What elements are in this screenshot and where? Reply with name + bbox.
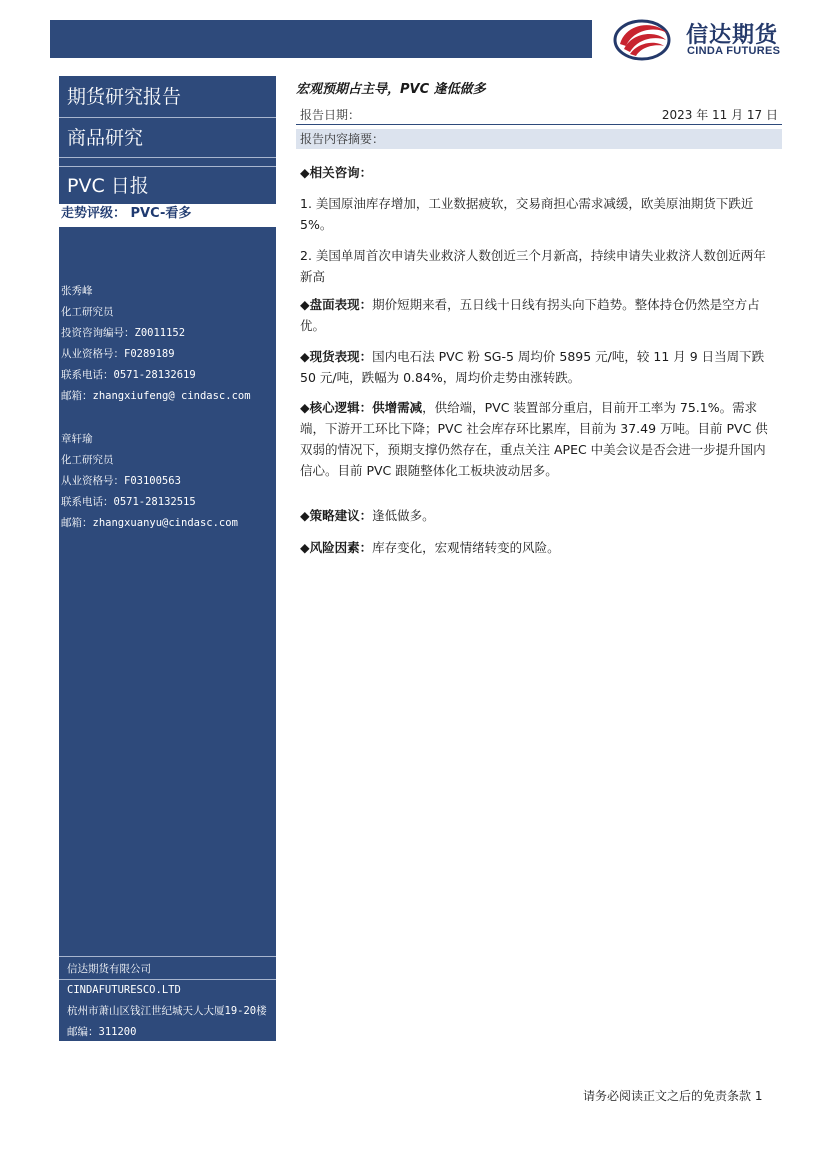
- analyst-title: 化工研究员: [61, 306, 114, 318]
- abstract-label: 报告内容摘要：: [296, 129, 782, 149]
- header-banner: [50, 20, 592, 58]
- analyst-phone: 联系电话：0571-28132619: [61, 369, 196, 381]
- report-date-value: 2023 年 11 月 17 日: [661, 108, 778, 122]
- analyst-card: [61, 281, 251, 407]
- section-body: 逢低做多。: [372, 508, 435, 523]
- analyst-email: 邮箱：zhangxiufeng@ cindasc.com: [61, 390, 251, 402]
- company-name-en: CINDAFUTURESCO.LTD: [67, 984, 181, 996]
- brand-name-cn: 信达期货: [686, 23, 779, 48]
- consult-item: 1. 美国原油库存增加，工业数据疲软，交易商担心需求减缓，欧美原油期货下跌近 5%。: [300, 196, 754, 232]
- trend-rating: 走势评级： PVC-看多: [59, 204, 276, 228]
- report-date-row: [296, 105, 782, 125]
- company-postcode: 邮编：311200: [67, 1026, 137, 1038]
- section-risk: [300, 537, 768, 558]
- company-name-cn: 信达期货有限公司: [59, 956, 276, 980]
- cinda-logo: [612, 14, 798, 64]
- analyst-license: 从业资格号：F0289189: [61, 348, 175, 360]
- section-heading: ◆现货表现：: [300, 349, 373, 364]
- core-logic-keyword: 供增需减: [372, 400, 423, 415]
- report-category: 商品研究: [59, 118, 276, 158]
- section-body: 期价短期来看，五日线十日线有拐头向下趋势。整体持仓仍然是空方占优。: [300, 297, 760, 333]
- analyst-license: 从业资格号：F03100563: [61, 475, 181, 487]
- section-strategy: [300, 505, 768, 526]
- analyst-phone: 联系电话：0571-28132515: [61, 496, 196, 508]
- report-type: 期货研究报告: [59, 76, 276, 118]
- section-heading: ◆相关咨询：: [300, 165, 373, 180]
- report-headline: 宏观预期占主导，PVC 逢低做多: [296, 82, 486, 97]
- analyst-name: 章轩瑜: [61, 433, 93, 445]
- section-spot: [300, 346, 768, 388]
- section-market: [300, 294, 768, 336]
- analyst-card: [61, 429, 238, 534]
- analyst-cert: 投资咨询编号：Z0011152: [61, 327, 186, 339]
- disclaimer-note: 请务必阅读正文之后的免责条款 1: [583, 1089, 763, 1103]
- section-consult-header: [300, 162, 768, 183]
- product-daily-title: PVC 日报: [59, 166, 276, 204]
- section-heading: ◆策略建议：: [300, 508, 373, 523]
- section-heading: ◆风险因素：: [300, 540, 373, 555]
- analyst-title: 化工研究员: [61, 454, 114, 466]
- sidebar: [59, 76, 276, 1041]
- analyst-email: 邮箱：zhangxuanyu@cindasc.com: [61, 517, 238, 529]
- company-info: [59, 956, 276, 1043]
- report-date-label: 报告日期：: [300, 108, 361, 122]
- section-body: 库存变化，宏观情绪转变的风险。: [372, 540, 560, 555]
- section-body: ，供给端，PVC 装置部分重启，目前开工率为 75.1%。需求端，下游开工环比下降；PVC 社会库存环比累库，目前为 37.49 万吨。目前 PVC 供双弱的情况下，预期支撑仍然存在，重点关注 APEC 中美会议是否会进一步提升国内信心。目前 PVC 跟随整体化工板块波动居多。: [300, 400, 768, 478]
- company-address: 杭州市萧山区钱江世纪城天人大厦19-20楼: [67, 1005, 267, 1017]
- section-heading: ◆盘面表现：: [300, 297, 373, 312]
- section-core-logic: [300, 397, 768, 481]
- analyst-name: 张秀峰: [61, 285, 93, 297]
- consult-item: 2. 美国单周首次申请失业救济人数创近三个月新高，持续申请失业救济人数创近两年新高: [300, 248, 766, 284]
- section-body: 国内电石法 PVC 粉 SG-5 周均价 5895 元/吨，较 11 月 9 日当周下跌 50 元/吨，跌幅为 0.84%，周均价走势由涨转跌。: [300, 349, 765, 385]
- cinda-logo-mark-icon: [612, 16, 674, 62]
- section-heading: ◆核心逻辑：: [300, 400, 373, 415]
- brand-name-en: CINDA FUTURES: [687, 45, 781, 57]
